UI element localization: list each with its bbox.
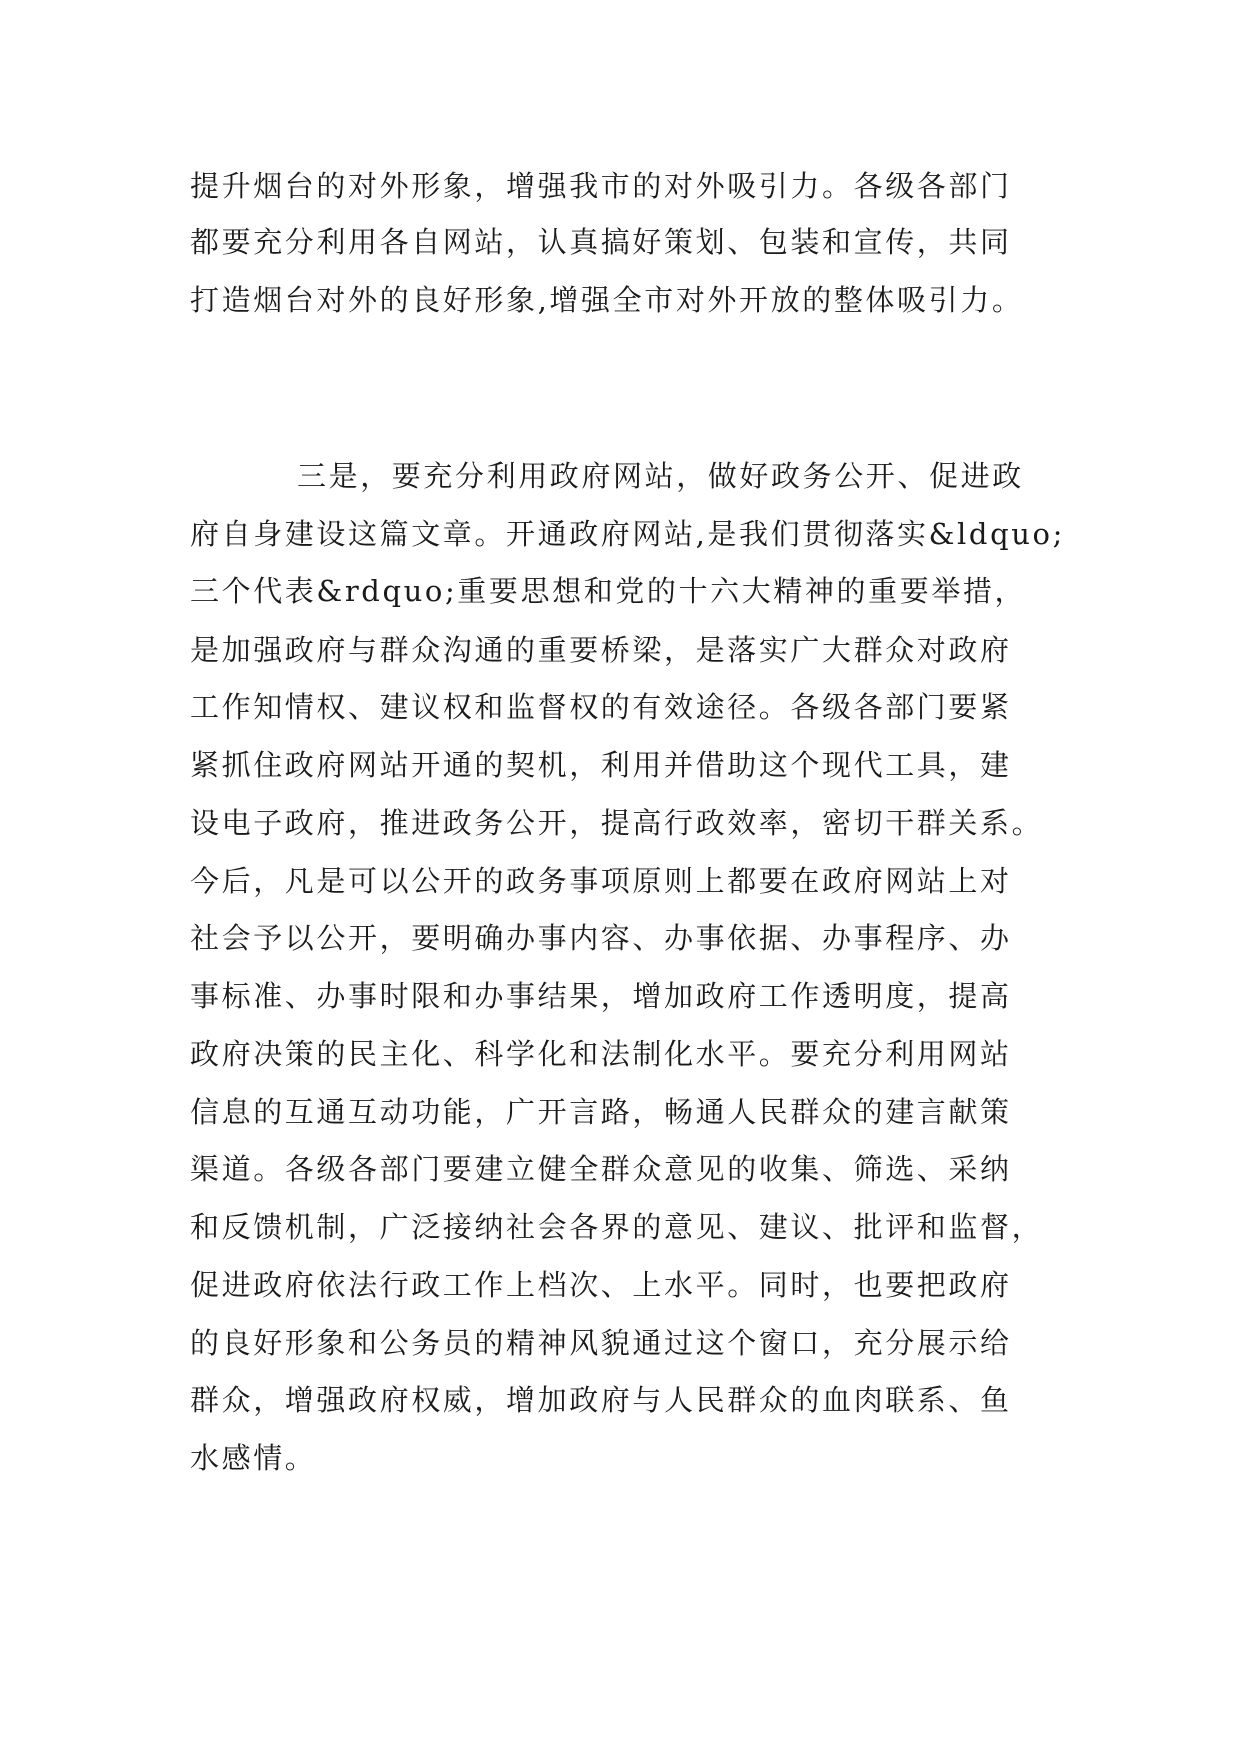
paragraph-2-line-2: 府自身建设这篇文章。开通政府网站,是我们贯彻落实&ldquo;: [190, 517, 1065, 551]
paragraph-2-line-5: 工作知情权、建议权和监督权的有效途径。各级各部门要紧: [190, 690, 1012, 724]
paragraph-2-line-1: 三是，要充分利用政府网站，做好政务公开、促进政: [297, 459, 1024, 493]
paragraph-2-line-17: 群众，增强政府权威，增加政府与人民群众的血肉联系、鱼: [190, 1383, 1012, 1417]
paragraph-2-line-14: 和反馈机制，广泛接纳社会各界的意见、建议、批评和监督，: [190, 1210, 1044, 1244]
paragraph-2-line-16: 的良好形象和公务员的精神风貌通过这个窗口，充分展示给: [190, 1326, 1012, 1360]
paragraph-2-line-6: 紧抓住政府网站开通的契机，利用并借助这个现代工具，建: [190, 748, 1012, 782]
paragraph-2-line-3: 三个代表&rdquo;重要思想和党的十六大精神的重要举措，: [190, 574, 1027, 608]
paragraph-2-line-8: 今后，凡是可以公开的政务事项原则上都要在政府网站上对: [190, 864, 1012, 898]
paragraph-2-line-11: 政府决策的民主化、科学化和法制化水平。要充分利用网站: [190, 1037, 1012, 1071]
paragraph-1-line-3: 打造烟台对外的良好形象,增强全市对外开放的整体吸引力。: [190, 283, 1024, 317]
paragraph-2-line-15: 促进政府依法行政工作上档次、上水平。同时，也要把政府: [190, 1268, 1012, 1302]
paragraph-2-line-13: 渠道。各级各部门要建立健全群众意见的收集、筛选、采纳: [190, 1152, 1012, 1186]
paragraph-2-line-12: 信息的互通互动功能，广开言路，畅通人民群众的建言献策: [190, 1095, 1012, 1129]
paragraph-2-line-4: 是加强政府与群众沟通的重要桥梁，是落实广大群众对政府: [190, 633, 1012, 667]
paragraph-2-line-9: 社会予以公开，要明确办事内容、办事依据、办事程序、办: [190, 921, 1012, 955]
paragraph-2-line-18: 水感情。: [190, 1441, 317, 1475]
paragraph-1-line-2: 都要充分利用各自网站，认真搞好策划、包装和宣传，共同: [190, 225, 1012, 259]
paragraph-2-line-7: 设电子政府，推进政务公开，提高行政效率，密切干群关系。: [190, 806, 1044, 840]
paragraph-1-line-1: 提升烟台的对外形象，增强我市的对外吸引力。各级各部门: [190, 169, 1012, 203]
paragraph-2-line-10: 事标准、办事时限和办事结果，增加政府工作透明度，提高: [190, 979, 1012, 1013]
